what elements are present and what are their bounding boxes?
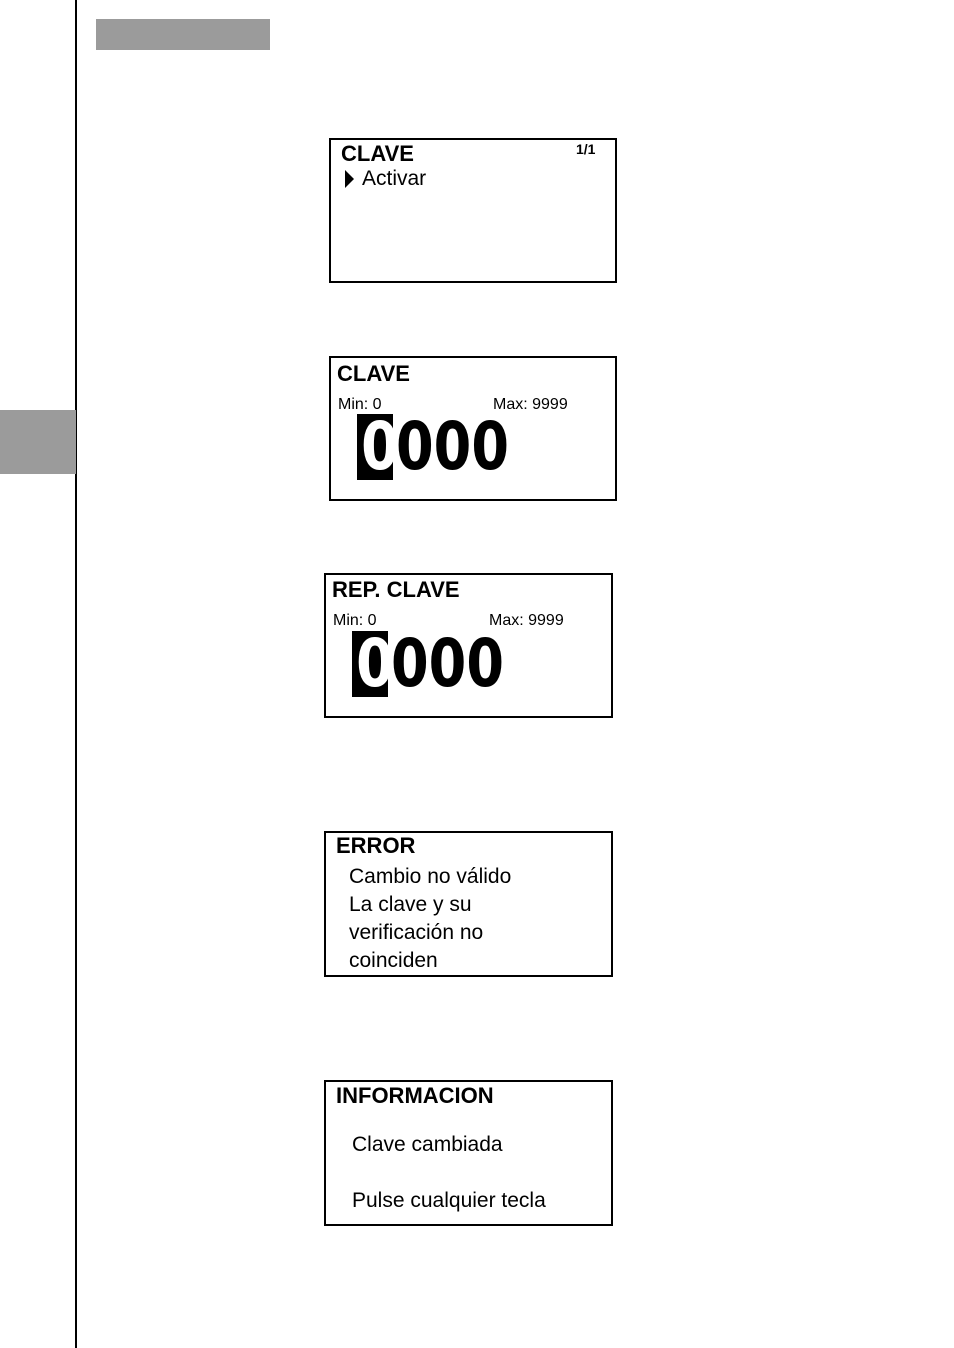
min-label: Min: 0 (333, 612, 377, 629)
info-prompt: Pulse cualquier tecla (352, 1189, 546, 1212)
min-label: Min: 0 (338, 396, 382, 413)
edit-cursor-digit[interactable]: 0 (352, 631, 388, 697)
value-digits: 000 (396, 408, 509, 485)
screen-title: REP. CLAVE (332, 577, 460, 602)
password-value-field[interactable] (357, 408, 534, 485)
error-line: Cambio no válido (349, 865, 512, 888)
screen-title: CLAVE (337, 361, 410, 386)
header-tab (96, 19, 270, 50)
lcd-screen-informacion (324, 1080, 613, 1226)
lcd-screen-clave-menu (329, 138, 617, 283)
info-message: Clave cambiada (352, 1133, 503, 1156)
edit-cursor-digit[interactable]: 0 (357, 414, 393, 480)
lcd-screen-rep-clave (324, 573, 613, 718)
lcd-screen-error (324, 831, 613, 977)
screen-title: INFORMACION (336, 1083, 494, 1108)
max-label: Max: 9999 (489, 612, 564, 629)
screen-title: ERROR (336, 833, 416, 858)
selection-arrow-icon (345, 170, 354, 188)
lcd-screen-clave-entry (329, 356, 617, 501)
error-line: verificación no (349, 921, 484, 944)
max-label: Max: 9999 (493, 396, 568, 413)
chapter-side-tab (0, 410, 76, 474)
error-line: La clave y su (349, 893, 472, 916)
menu-item-activar[interactable]: Activar (362, 167, 427, 190)
value-digits: 000 (391, 625, 504, 702)
page-indicator: 1/1 (576, 141, 596, 157)
page-margin-line (75, 0, 77, 1348)
password-repeat-field[interactable] (352, 625, 529, 702)
error-line: coinciden (349, 949, 438, 972)
screen-title: CLAVE (341, 141, 414, 166)
